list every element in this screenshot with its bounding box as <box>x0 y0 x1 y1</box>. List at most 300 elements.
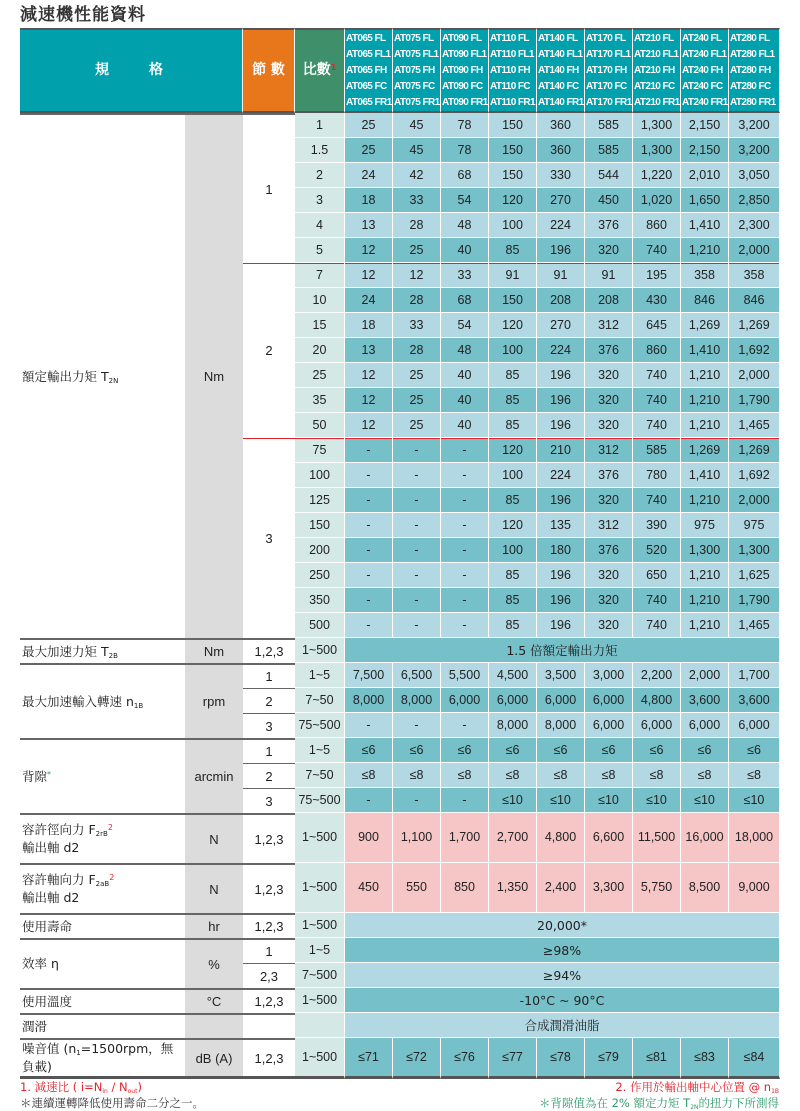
value-cell: 1,790 <box>729 388 780 413</box>
value-cell: 6,000 <box>633 713 681 738</box>
value-cell: 91 <box>489 263 537 288</box>
model-name: AT090 FC <box>442 80 483 92</box>
value-cell: 12 <box>345 238 393 263</box>
value-cell: 1,210 <box>681 388 729 413</box>
value-cell: 740 <box>633 613 681 638</box>
value-cell: ≤8 <box>537 763 585 788</box>
value-cell: ≤8 <box>393 763 441 788</box>
value-cell: 585 <box>585 138 633 163</box>
value-cell: ≤84 <box>729 1038 780 1079</box>
value-cell: ≤78 <box>537 1038 585 1079</box>
value-cell: 1,220 <box>633 163 681 188</box>
table-row <box>20 938 780 963</box>
ratio-cell: 1~500 <box>295 863 345 913</box>
value-cell: 40 <box>441 413 489 438</box>
value-cell: 1,210 <box>681 563 729 588</box>
value-cell: 120 <box>489 188 537 213</box>
value-cell: 2,200 <box>633 663 681 688</box>
header-model-column <box>537 28 585 113</box>
value-cell: - <box>345 513 393 538</box>
stage-cell: 3 <box>243 438 295 638</box>
value-cell: 12 <box>345 263 393 288</box>
model-name: AT210 FL1 <box>634 48 679 60</box>
ratio-cell: 2 <box>295 163 345 188</box>
ratio-cell: 75 <box>295 438 345 463</box>
ratio-cell: 125 <box>295 488 345 513</box>
value-cell: 1,300 <box>633 138 681 163</box>
spec-label-subscript: 2rB <box>95 830 108 838</box>
model-name: AT280 FL <box>730 32 770 44</box>
value-cell: 224 <box>537 213 585 238</box>
value-cell: 1,790 <box>729 588 780 613</box>
table-row <box>20 738 780 763</box>
model-name: AT170 FR1 <box>586 96 632 108</box>
value-cell: - <box>345 588 393 613</box>
value-cell: 150 <box>489 138 537 163</box>
value-cell: 330 <box>537 163 585 188</box>
unit-cell: N <box>185 813 243 863</box>
value-cell: ≤8 <box>729 763 780 788</box>
value-cell: - <box>393 788 441 813</box>
value-cell: 390 <box>633 513 681 538</box>
value-cell: 740 <box>633 413 681 438</box>
value-cell: 1,269 <box>681 438 729 463</box>
value-cell: 13 <box>345 338 393 363</box>
footnote-text: 2. 作用於輸出軸中心位置 @ n <box>615 1080 772 1094</box>
ratio-cell: 200 <box>295 538 345 563</box>
value-cell: 25 <box>345 138 393 163</box>
model-name: AT170 FL <box>586 32 626 44</box>
value-cell: 1,210 <box>681 238 729 263</box>
model-name: AT170 FC <box>586 80 627 92</box>
spec-label-text: 容許徑向力 F <box>22 822 96 837</box>
footnote-row <box>20 1096 779 1111</box>
value-cell: 312 <box>585 513 633 538</box>
model-name: AT140 FL1 <box>538 48 583 60</box>
axial-force-label <box>20 863 185 913</box>
value-cell: 85 <box>489 413 537 438</box>
value-cell: 860 <box>633 213 681 238</box>
value-cell: 4,500 <box>489 663 537 688</box>
value-cell: 6,000 <box>441 688 489 713</box>
value-cell: 1,269 <box>729 438 780 463</box>
backlash-label <box>20 738 185 813</box>
value-cell: ≤83 <box>681 1038 729 1079</box>
header-spec: 規 格 <box>20 28 243 113</box>
stage-cell: 1,2,3 <box>243 988 295 1013</box>
value-cell: 1,300 <box>681 538 729 563</box>
value-cell: - <box>441 713 489 738</box>
value-cell: 208 <box>537 288 585 313</box>
spec-label-text: 最大加速輸入轉速 n <box>22 693 134 709</box>
spec-label-text: 最大加速力矩 T <box>22 643 109 659</box>
max-input-speed-label <box>20 663 185 738</box>
value-cell: ≤6 <box>345 738 393 763</box>
value-cell: 196 <box>537 413 585 438</box>
footnote-ratio <box>20 1080 142 1095</box>
value-cell: 320 <box>585 613 633 638</box>
model-name: AT210 FC <box>634 80 675 92</box>
ratio-cell: 1~5 <box>295 938 345 963</box>
spec-label-text: 使用溫度 <box>22 993 73 1009</box>
value-cell: 48 <box>441 213 489 238</box>
model-name: AT140 FC <box>538 80 579 92</box>
value-cell: 3,200 <box>729 113 780 138</box>
value-cell: ≤8 <box>489 763 537 788</box>
ratio-cell: 500 <box>295 613 345 638</box>
value-cell: 28 <box>393 288 441 313</box>
value-cell: - <box>393 613 441 638</box>
ratio-cell: 5 <box>295 238 345 263</box>
ratio-cell: 7 <box>295 263 345 288</box>
model-name: AT210 FH <box>634 64 675 76</box>
footnote-subscript: in <box>102 1088 108 1095</box>
table-row <box>20 663 780 688</box>
value-cell: 85 <box>489 588 537 613</box>
model-name: AT090 FL <box>442 32 482 44</box>
value-cell: - <box>441 513 489 538</box>
value-cell: 900 <box>345 813 393 863</box>
value-cell: - <box>345 488 393 513</box>
stage-cell: 1 <box>243 663 295 688</box>
spec-label-text: 背隙 <box>22 768 48 784</box>
value-cell: 430 <box>633 288 681 313</box>
value-cell: 54 <box>441 313 489 338</box>
value-cell: 3,600 <box>681 688 729 713</box>
value-cell: 975 <box>681 513 729 538</box>
value-cell: 208 <box>585 288 633 313</box>
unit-cell: Nm <box>185 638 243 663</box>
ratio-cell: 75~500 <box>295 788 345 813</box>
value-cell: 120 <box>489 438 537 463</box>
value-cell: - <box>393 538 441 563</box>
value-cell: ≤10 <box>489 788 537 813</box>
value-cell: 2,000 <box>729 488 780 513</box>
efficiency-label <box>20 938 185 988</box>
value-cell: 18,000 <box>729 813 780 863</box>
merged-value-cell: ≥98% <box>345 938 780 963</box>
ratio-cell: 1 <box>295 113 345 138</box>
footnote-text: 1. 減速比 ( i=N <box>20 1080 103 1094</box>
unit-cell: arcmin <box>185 738 243 813</box>
ratio-cell: 7~50 <box>295 688 345 713</box>
value-cell: 18 <box>345 313 393 338</box>
ratio-cell: 1~500 <box>295 638 345 663</box>
value-cell: 975 <box>729 513 780 538</box>
model-name: AT170 FL1 <box>586 48 631 60</box>
header-model-column <box>489 28 537 113</box>
value-cell: 100 <box>489 213 537 238</box>
spec-label-text: 噪音值 (n <box>22 1041 77 1056</box>
value-cell: ≤6 <box>393 738 441 763</box>
value-cell: 180 <box>537 538 585 563</box>
header-ratio-label: 比數 <box>302 62 331 78</box>
value-cell: 28 <box>393 338 441 363</box>
value-cell: ≤6 <box>585 738 633 763</box>
ratio-cell: 1~500 <box>295 813 345 863</box>
value-cell: 4,800 <box>633 688 681 713</box>
model-name: AT210 FL <box>634 32 674 44</box>
content <box>20 28 779 1111</box>
unit-cell: % <box>185 938 243 988</box>
model-name: AT110 FH <box>490 64 531 76</box>
value-cell: 520 <box>633 538 681 563</box>
value-cell: 12 <box>345 413 393 438</box>
value-cell: 150 <box>489 163 537 188</box>
model-name: AT240 FH <box>682 64 723 76</box>
model-name: AT110 FL <box>490 32 529 44</box>
value-cell: ≤81 <box>633 1038 681 1079</box>
value-cell: 1,625 <box>729 563 780 588</box>
value-cell: - <box>441 588 489 613</box>
spec-label-subscript: 2aB <box>95 880 110 888</box>
spec-label-line2: 輸出軸 d2 <box>22 890 80 905</box>
value-cell: 6,600 <box>585 813 633 863</box>
value-cell: 740 <box>633 363 681 388</box>
value-cell: 1,269 <box>729 313 780 338</box>
value-cell: 1,465 <box>729 413 780 438</box>
model-name: AT140 FL <box>538 32 578 44</box>
value-cell: - <box>441 788 489 813</box>
value-cell: 25 <box>393 413 441 438</box>
value-cell: - <box>441 438 489 463</box>
model-name: AT280 FH <box>730 64 771 76</box>
value-cell: - <box>441 613 489 638</box>
value-cell: 33 <box>393 188 441 213</box>
table-row <box>20 913 780 938</box>
model-name: AT280 FC <box>730 80 771 92</box>
value-cell: 1,700 <box>441 813 489 863</box>
value-cell: 544 <box>585 163 633 188</box>
stage-cell: 3 <box>243 713 295 738</box>
value-cell: ≤8 <box>681 763 729 788</box>
value-cell: - <box>345 538 393 563</box>
model-name: AT065 FL1 <box>346 48 391 60</box>
value-cell: 846 <box>681 288 729 313</box>
value-cell: 100 <box>489 463 537 488</box>
model-name: AT075 FH <box>394 64 435 76</box>
value-cell: 1,410 <box>681 338 729 363</box>
value-cell: 45 <box>393 113 441 138</box>
value-cell: ≤8 <box>633 763 681 788</box>
stage-cell: 1 <box>243 113 295 263</box>
model-name: AT075 FR1 <box>394 96 440 108</box>
ratio-cell: 250 <box>295 563 345 588</box>
header-model-column <box>681 28 729 113</box>
value-cell: ≤10 <box>633 788 681 813</box>
model-name: AT240 FL <box>682 32 722 44</box>
value-cell: 2,700 <box>489 813 537 863</box>
footnote-row <box>20 1080 779 1095</box>
value-cell: 8,000 <box>393 688 441 713</box>
spec-label-text: 潤滑 <box>22 1018 48 1034</box>
table-row <box>20 863 780 913</box>
unit-cell <box>185 1013 243 1038</box>
value-cell: 13 <box>345 213 393 238</box>
value-cell: ≤6 <box>489 738 537 763</box>
value-cell: 4,800 <box>537 813 585 863</box>
value-cell: 6,000 <box>585 713 633 738</box>
table-row <box>20 813 780 863</box>
value-cell: 450 <box>345 863 393 913</box>
value-cell: 2,150 <box>681 113 729 138</box>
value-cell: 45 <box>393 138 441 163</box>
value-cell: - <box>393 488 441 513</box>
page-title: 減速機性能資料 <box>20 5 146 25</box>
value-cell: 8,000 <box>345 688 393 713</box>
value-cell: - <box>345 713 393 738</box>
value-cell: 320 <box>585 488 633 513</box>
unit-cell: rpm <box>185 663 243 738</box>
footnote-text: / N <box>107 1080 128 1094</box>
model-name: AT110 FC <box>490 80 531 92</box>
value-cell: - <box>393 563 441 588</box>
value-cell: 550 <box>393 863 441 913</box>
value-cell: 5,500 <box>441 663 489 688</box>
value-cell: 740 <box>633 488 681 513</box>
model-name: AT110 FR1 <box>490 96 535 108</box>
value-cell: 1,210 <box>681 613 729 638</box>
value-cell: 135 <box>537 513 585 538</box>
value-cell: 196 <box>537 563 585 588</box>
value-cell: 320 <box>585 563 633 588</box>
value-cell: ≤6 <box>537 738 585 763</box>
ratio-cell: 10 <box>295 288 345 313</box>
value-cell: 224 <box>537 338 585 363</box>
value-cell: 1,210 <box>681 413 729 438</box>
spec-label-subscript: 2B <box>108 651 118 660</box>
model-name: AT090 FL1 <box>442 48 487 60</box>
value-cell: 196 <box>537 388 585 413</box>
value-cell: ≤10 <box>681 788 729 813</box>
value-cell: 1,692 <box>729 463 780 488</box>
stage-cell: 2,3 <box>243 963 295 988</box>
ratio-cell: 25 <box>295 363 345 388</box>
rated-torque-label <box>20 113 185 638</box>
value-cell: 320 <box>585 238 633 263</box>
value-cell: 195 <box>633 263 681 288</box>
value-cell: 1,210 <box>681 588 729 613</box>
value-cell: 360 <box>537 138 585 163</box>
spec-label-text: 容許軸向力 F <box>22 872 96 887</box>
value-cell: 54 <box>441 188 489 213</box>
ratio-cell: 100 <box>295 463 345 488</box>
value-cell: - <box>345 788 393 813</box>
value-cell: 85 <box>489 388 537 413</box>
ratio-cell: 15 <box>295 313 345 338</box>
unit-cell: °C <box>185 988 243 1013</box>
value-cell: 11,500 <box>633 813 681 863</box>
footnote-backlash <box>539 1096 779 1111</box>
value-cell: 33 <box>441 263 489 288</box>
stage-cell: 1,2,3 <box>243 813 295 863</box>
value-cell: ≤10 <box>729 788 780 813</box>
ratio-cell: 20 <box>295 338 345 363</box>
value-cell: 196 <box>537 613 585 638</box>
ratio-cell: 150 <box>295 513 345 538</box>
value-cell: 68 <box>441 288 489 313</box>
value-cell: 8,000 <box>537 713 585 738</box>
value-cell: 2,850 <box>729 188 780 213</box>
value-cell: 1,350 <box>489 863 537 913</box>
value-cell: 1,650 <box>681 188 729 213</box>
header-model-column <box>393 28 441 113</box>
performance-table <box>20 28 780 1079</box>
footnote-ref: 1 <box>330 63 337 72</box>
value-cell: 2,400 <box>537 863 585 913</box>
header-model-column <box>345 28 393 113</box>
value-cell: 6,000 <box>489 688 537 713</box>
stage-cell: 1 <box>243 738 295 763</box>
table-row <box>20 988 780 1013</box>
value-cell: 740 <box>633 388 681 413</box>
footnote-ref: 2 <box>107 823 113 832</box>
value-cell: 9,000 <box>729 863 780 913</box>
value-cell: 1,020 <box>633 188 681 213</box>
value-cell: 376 <box>585 463 633 488</box>
value-cell: 2,000 <box>729 363 780 388</box>
value-cell: 360 <box>537 113 585 138</box>
model-name: AT075 FL <box>394 32 434 44</box>
ratio-cell: 7~50 <box>295 763 345 788</box>
value-cell: ≤10 <box>537 788 585 813</box>
model-name: AT090 FH <box>442 64 483 76</box>
footnote-force-position <box>615 1080 779 1095</box>
spec-label-line2: 輸出軸 d2 <box>22 840 80 855</box>
value-cell: 120 <box>489 313 537 338</box>
model-name: AT170 FH <box>586 64 627 76</box>
value-cell: ≤6 <box>681 738 729 763</box>
value-cell: ≤79 <box>585 1038 633 1079</box>
value-cell: - <box>345 463 393 488</box>
value-cell: 320 <box>585 413 633 438</box>
footnote-life <box>20 1096 204 1111</box>
spec-label-subscript: 1B <box>133 701 144 710</box>
value-cell: ≤8 <box>441 763 489 788</box>
value-cell: 100 <box>489 338 537 363</box>
value-cell: 12 <box>345 388 393 413</box>
value-cell: 85 <box>489 488 537 513</box>
value-cell: 196 <box>537 488 585 513</box>
ratio-cell: 1~5 <box>295 663 345 688</box>
value-cell: - <box>441 563 489 588</box>
merged-value-cell: 20,000* <box>345 913 780 938</box>
stage-cell: 1 <box>243 938 295 963</box>
model-name: AT065 FL <box>346 32 386 44</box>
value-cell: 450 <box>585 188 633 213</box>
model-name: AT090 FR1 <box>442 96 488 108</box>
value-cell: 78 <box>441 138 489 163</box>
merged-value-cell: -10°C ~ 90°C <box>345 988 780 1013</box>
value-cell: 40 <box>441 363 489 388</box>
value-cell: 3,500 <box>537 663 585 688</box>
footnote-ref: * <box>47 769 52 779</box>
value-cell: 85 <box>489 613 537 638</box>
value-cell: 91 <box>585 263 633 288</box>
model-name: AT280 FL1 <box>730 48 775 60</box>
value-cell: ≤8 <box>345 763 393 788</box>
ratio-cell: 1.5 <box>295 138 345 163</box>
value-cell: 2,150 <box>681 138 729 163</box>
value-cell: - <box>393 438 441 463</box>
ratio-cell: 1~500 <box>295 913 345 938</box>
value-cell: 376 <box>585 338 633 363</box>
table-row <box>20 1038 780 1079</box>
model-name: AT140 FR1 <box>538 96 584 108</box>
value-cell: - <box>345 438 393 463</box>
value-cell: 7,500 <box>345 663 393 688</box>
value-cell: 85 <box>489 238 537 263</box>
